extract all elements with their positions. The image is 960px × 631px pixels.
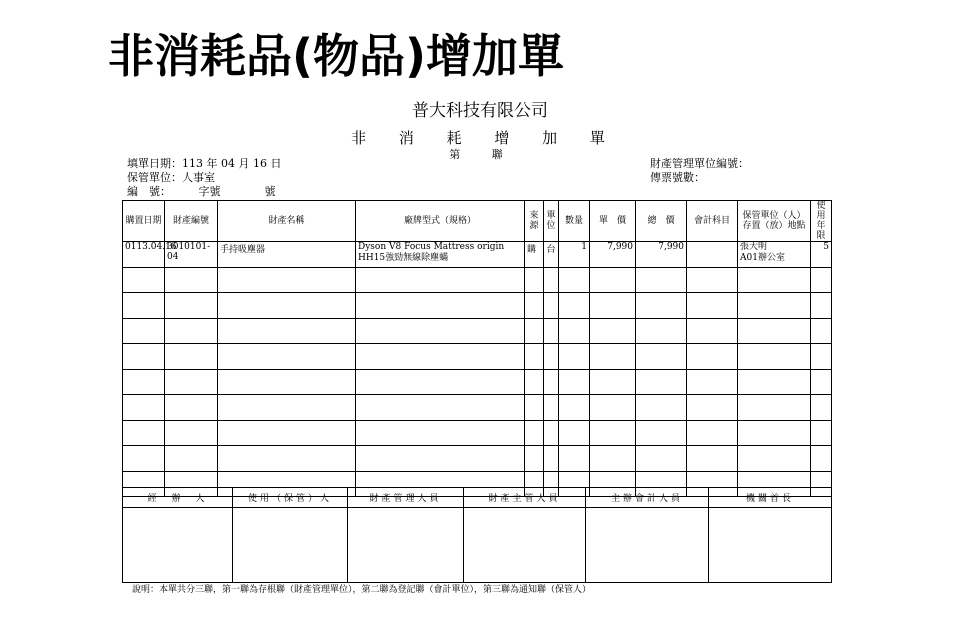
account-subject — [687, 242, 738, 268]
asset-spec: Dyson V8 Focus Mattress origin HH15強勁無線除塵蟎 — [356, 242, 525, 268]
empty-cell — [738, 446, 811, 472]
empty-cell — [165, 293, 218, 319]
signature-box[interactable] — [348, 508, 464, 583]
asset-table — [122, 200, 832, 497]
company-name: 普大科技有限公司 — [412, 101, 548, 121]
empty-cell — [636, 293, 687, 319]
empty-cell — [544, 267, 559, 293]
empty-cell — [525, 395, 544, 421]
col-header: 保管單位（人）存置（放）地點 — [738, 201, 811, 242]
empty-cell — [636, 344, 687, 370]
empty-cell — [559, 318, 590, 344]
custodian-location — [738, 242, 811, 268]
empty-cell — [123, 267, 165, 293]
empty-cell — [811, 293, 832, 319]
empty-cell — [123, 318, 165, 344]
fill-date: 填單日期：113 年 04 月 16 日 — [127, 157, 282, 170]
empty-cell — [590, 395, 636, 421]
signature-label: 財產管理人員 — [348, 488, 464, 508]
empty-cell — [165, 446, 218, 472]
empty-cell — [811, 446, 832, 472]
serial-number: 編 號： 字號 號 — [127, 185, 276, 198]
empty-cell — [636, 267, 687, 293]
empty-cell — [738, 369, 811, 395]
empty-cell — [218, 267, 356, 293]
empty-cell — [356, 420, 525, 446]
empty-cell — [559, 420, 590, 446]
empty-cell — [590, 446, 636, 472]
empty-cell — [525, 293, 544, 319]
empty-cell — [218, 395, 356, 421]
empty-cell — [590, 344, 636, 370]
empty-cell — [590, 369, 636, 395]
col-header: 來源 — [525, 201, 544, 242]
empty-cell — [811, 420, 832, 446]
empty-cell — [165, 420, 218, 446]
empty-cell — [590, 293, 636, 319]
asset-source: 購 — [525, 242, 544, 268]
col-header: 單位 — [544, 201, 559, 242]
signature-label: 使用（保管）人 — [233, 488, 348, 508]
empty-cell — [811, 344, 832, 370]
signature-table — [122, 487, 832, 583]
col-header: 廠牌型式（規格） — [356, 201, 525, 242]
empty-cell — [356, 318, 525, 344]
signature-label: 經 辦 人 — [123, 488, 233, 508]
empty-cell — [738, 318, 811, 344]
signature-box[interactable] — [233, 508, 348, 583]
empty-cell — [165, 318, 218, 344]
col-header: 財產編號 — [165, 201, 218, 242]
signature-box[interactable] — [709, 508, 832, 583]
empty-cell — [218, 420, 356, 446]
col-header: 單 價 — [590, 201, 636, 242]
empty-cell — [687, 267, 738, 293]
empty-cell — [123, 395, 165, 421]
useful-life: 5 — [811, 242, 832, 268]
empty-cell — [356, 395, 525, 421]
empty-cell — [165, 267, 218, 293]
empty-cell — [687, 344, 738, 370]
empty-cell — [525, 318, 544, 344]
table-row — [123, 242, 832, 268]
empty-cell — [738, 420, 811, 446]
col-header: 使用年限 — [811, 201, 832, 242]
purchase-date: 0113.04.16 — [123, 242, 165, 268]
empty-cell — [525, 344, 544, 370]
empty-cell — [559, 446, 590, 472]
empty-cell — [687, 446, 738, 472]
empty-cell — [636, 318, 687, 344]
empty-cell — [123, 446, 165, 472]
copy-label: 第 聯 — [449, 148, 517, 161]
table-row — [123, 267, 832, 293]
empty-cell — [687, 420, 738, 446]
empty-cell — [687, 395, 738, 421]
table-row — [123, 344, 832, 370]
empty-cell — [559, 395, 590, 421]
empty-cell — [123, 293, 165, 319]
signature-box[interactable] — [464, 508, 586, 583]
empty-cell — [165, 344, 218, 370]
empty-cell — [218, 318, 356, 344]
total-price: 7,990 — [636, 242, 687, 268]
empty-cell — [356, 267, 525, 293]
table-row — [123, 369, 832, 395]
empty-cell — [636, 446, 687, 472]
signature-label: 主辦會計人員 — [586, 488, 709, 508]
empty-cell — [165, 369, 218, 395]
empty-cell — [356, 369, 525, 395]
custodian: 張大明 — [740, 242, 768, 252]
empty-cell — [544, 420, 559, 446]
location: A01辦公室 — [740, 253, 785, 263]
empty-cell — [590, 267, 636, 293]
empty-cell — [738, 267, 811, 293]
table-header-row — [123, 201, 832, 242]
signature-label: 財產主管人員 — [464, 488, 586, 508]
empty-cell — [525, 420, 544, 446]
col-header: 總 價 — [636, 201, 687, 242]
empty-cell — [525, 369, 544, 395]
asset-name: 手持吸塵器 — [218, 242, 356, 268]
mgmt-unit-number: 財產管理單位編號： — [650, 157, 749, 170]
empty-cell — [559, 344, 590, 370]
empty-cell — [738, 395, 811, 421]
empty-cell — [544, 293, 559, 319]
empty-cell — [738, 344, 811, 370]
main-title: 非消耗品(物品)增加單 — [108, 29, 565, 83]
empty-cell — [811, 267, 832, 293]
table-row — [123, 446, 832, 472]
empty-cell — [590, 420, 636, 446]
signature-box[interactable] — [586, 508, 709, 583]
empty-cell — [544, 395, 559, 421]
unit-price: 7,990 — [590, 242, 636, 268]
form-title: 非 消 耗 增 加 單 — [351, 129, 619, 147]
asset-unit: 台 — [544, 242, 559, 268]
empty-cell — [123, 344, 165, 370]
table-row — [123, 318, 832, 344]
empty-cell — [123, 420, 165, 446]
empty-cell — [123, 369, 165, 395]
empty-cell — [636, 420, 687, 446]
custody-unit: 保管單位：人事室 — [127, 171, 215, 184]
empty-cell — [544, 344, 559, 370]
signature-box-row — [123, 508, 832, 583]
empty-cell — [811, 395, 832, 421]
empty-cell — [525, 267, 544, 293]
empty-cell — [544, 318, 559, 344]
empty-cell — [687, 318, 738, 344]
voucher-number: 傳票號數： — [650, 171, 705, 184]
empty-cell — [811, 318, 832, 344]
empty-cell — [636, 395, 687, 421]
col-header: 會計科目 — [687, 201, 738, 242]
empty-cell — [218, 446, 356, 472]
empty-cell — [590, 318, 636, 344]
empty-cell — [544, 446, 559, 472]
empty-cell — [356, 446, 525, 472]
signature-label: 機關首長 — [709, 488, 832, 508]
empty-cell — [559, 369, 590, 395]
empty-cell — [559, 267, 590, 293]
col-header: 財產名稱 — [218, 201, 356, 242]
empty-cell — [356, 344, 525, 370]
empty-cell — [218, 369, 356, 395]
table-row — [123, 395, 832, 421]
empty-cell — [687, 293, 738, 319]
empty-cell — [544, 369, 559, 395]
empty-cell — [738, 293, 811, 319]
empty-cell — [687, 369, 738, 395]
empty-cell — [218, 344, 356, 370]
empty-cell — [636, 369, 687, 395]
col-header: 數量 — [559, 201, 590, 242]
footnote: 說明：本單共分三聯，第一聯為存根聯（財產管理單位），第二聯為登記聯（會計單位），第三聯為通知聯（保管人） — [132, 585, 592, 595]
empty-cell — [525, 446, 544, 472]
empty-cell — [811, 369, 832, 395]
empty-cell — [356, 293, 525, 319]
table-row — [123, 293, 832, 319]
asset-number: 3010101-04 — [165, 242, 218, 268]
signature-header-row — [123, 488, 832, 508]
asset-quantity: 1 — [559, 242, 590, 268]
empty-cell — [559, 293, 590, 319]
empty-cell — [165, 395, 218, 421]
signature-box[interactable] — [123, 508, 233, 583]
table-row — [123, 420, 832, 446]
empty-cell — [218, 293, 356, 319]
col-header: 購置日期 — [123, 201, 165, 242]
